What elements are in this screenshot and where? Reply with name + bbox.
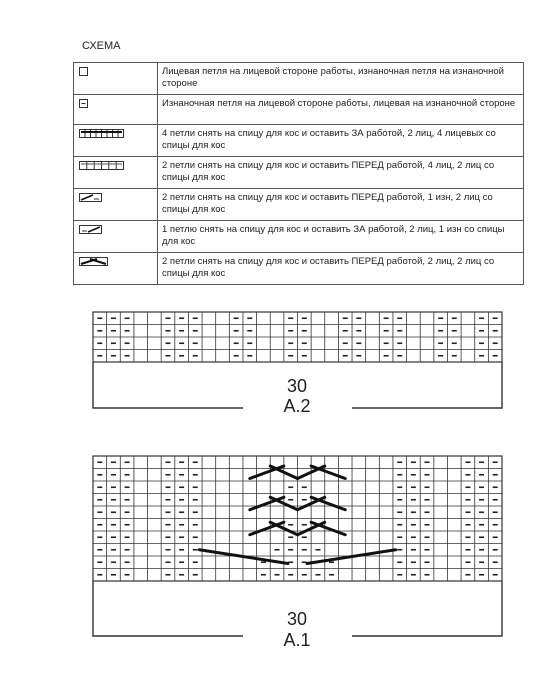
legend-text: Лицевая петля на лицевой стороне работы, изнаночная петля на изнаночной стороне	[158, 63, 524, 95]
chart-a2	[0, 300, 560, 415]
cable-4-front-icon	[74, 253, 158, 285]
cable-6-front-icon	[74, 157, 158, 189]
legend-text: 2 петли снять на спицу для кос и оставить ПЕРЕД работой, 1 изн, 2 лиц со спицы для кос	[158, 189, 524, 221]
chart-a1-cable-stroke	[311, 497, 345, 510]
cross-left-purl-icon	[74, 189, 158, 221]
purl-square-icon	[74, 95, 158, 125]
legend-table	[73, 62, 524, 285]
chart-a2-name: A.2	[283, 396, 311, 415]
legend-row	[74, 63, 524, 95]
chart-a1-name: A.1	[283, 630, 311, 650]
legend-row	[74, 189, 524, 221]
legend-row	[74, 157, 524, 189]
legend-text: 2 петли снять на спицу для кос и оставить ПЕРЕД работой, 4 лиц, 2 лиц со спицы для кос	[158, 157, 524, 189]
chart-a1-cable-stroke	[250, 497, 284, 510]
chart-a1	[0, 448, 560, 678]
legend-row	[74, 95, 524, 125]
legend-text: 1 петлю снять на спицу для кос и оставить ЗА работой, 2 лиц, 1 изн со спицы для кос	[158, 221, 524, 253]
legend-row	[74, 253, 524, 285]
chart-a1-cable-stroke	[307, 550, 396, 564]
chart-a2-count: 30	[286, 376, 308, 396]
chart-a1-cable-stroke	[250, 522, 284, 535]
knit-square-icon	[74, 63, 158, 95]
page-title: СХЕМА	[82, 40, 121, 52]
legend-text: 4 петли снять на спицу для кос и оставить ЗА работой, 2 лиц, 4 лицевых со спицы для кос	[158, 125, 524, 157]
chart-a1-cable-stroke	[199, 550, 288, 564]
legend-row	[74, 221, 524, 253]
chart-a1-cable-stroke	[311, 522, 345, 535]
cross-right-purl-icon	[74, 221, 158, 253]
legend-row	[74, 125, 524, 157]
cable-8-back-icon	[74, 125, 158, 157]
legend-text: Изнаночная петля на лицевой стороне работы, лицевая на изнаночной стороне	[158, 95, 524, 125]
chart-a1-cable-stroke	[250, 466, 284, 479]
chart-a1-count: 30	[286, 609, 308, 629]
legend-text: 2 петли снять на спицу для кос и оставить ПЕРЕД работой, 2 лиц, 2 лиц со спицы для кос	[158, 253, 524, 285]
chart-a1-cable-stroke	[311, 466, 345, 479]
